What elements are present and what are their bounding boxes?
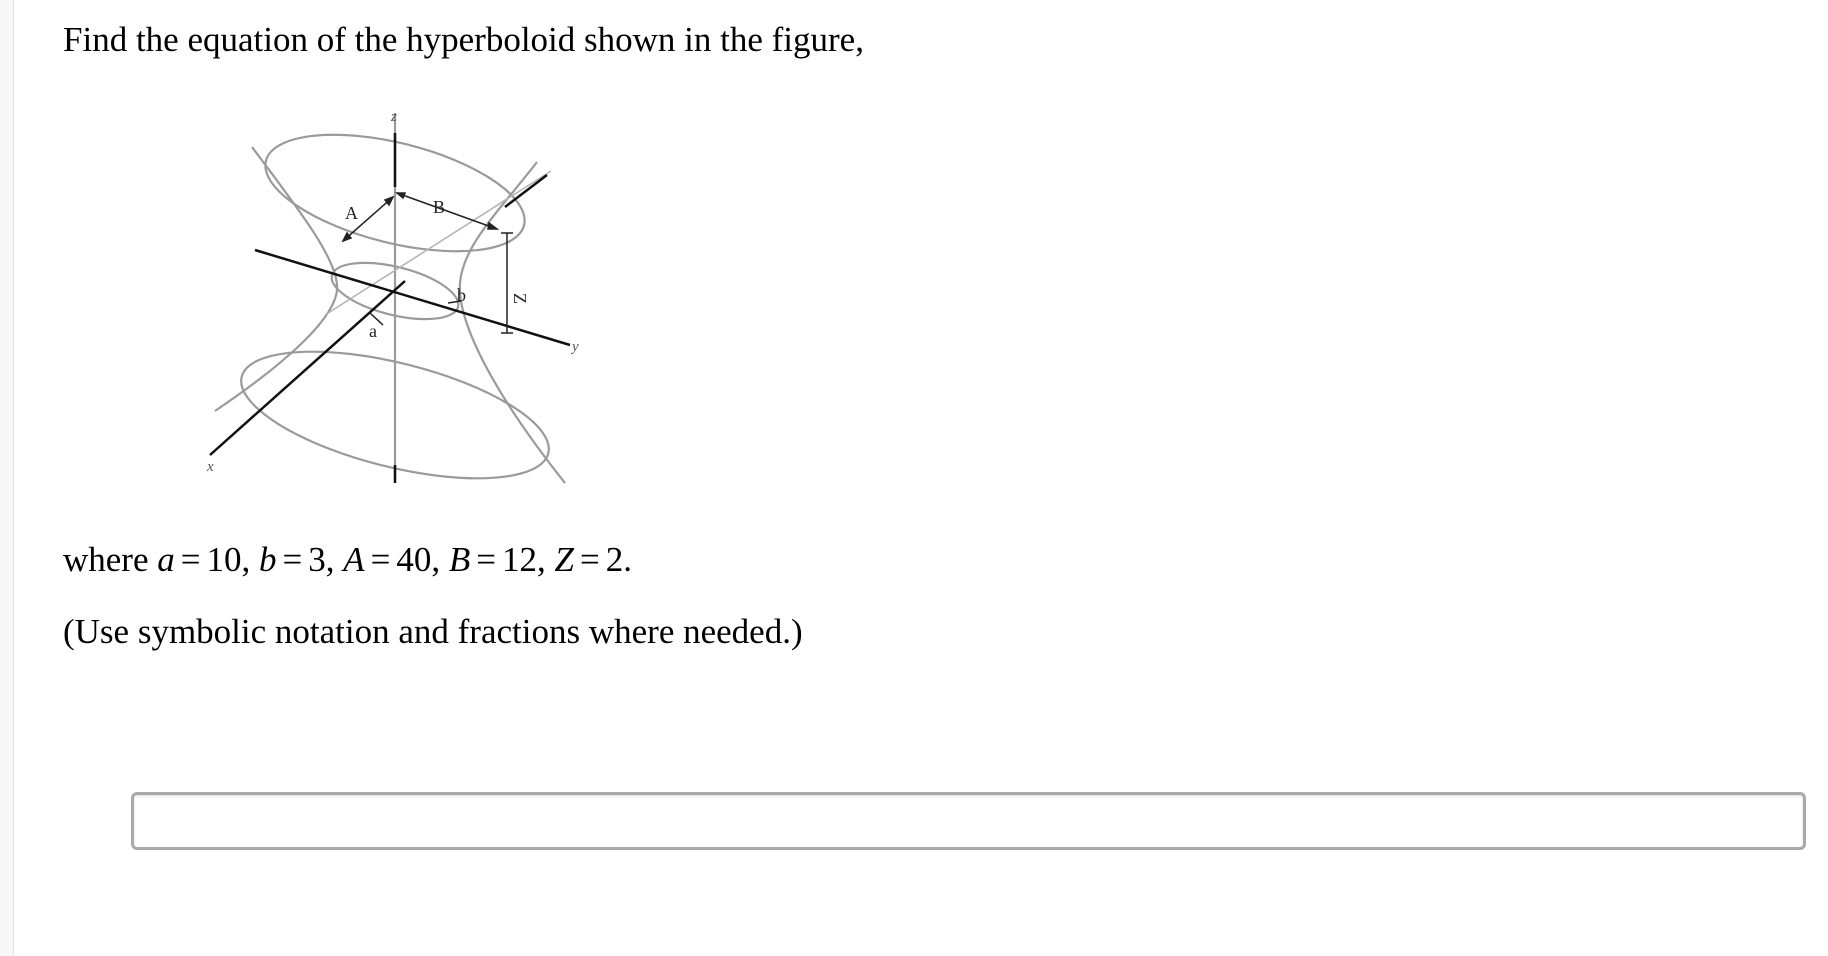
- val-b: 3: [308, 540, 326, 579]
- eq-Z: =: [580, 540, 600, 579]
- label-b: b: [457, 285, 466, 305]
- upper-diagonal-line: [505, 175, 547, 207]
- B-dimension-arrow: [397, 193, 497, 229]
- var-a: a: [157, 540, 175, 579]
- answer-input[interactable]: [131, 792, 1806, 850]
- hyperboloid-diagram-icon: [195, 105, 595, 487]
- label-x-axis: x: [207, 459, 214, 475]
- left-border: [0, 0, 14, 956]
- right-profile-curve: [460, 162, 565, 483]
- B-arrowhead-left: [397, 193, 405, 198]
- B-arrowhead-right: [488, 223, 497, 229]
- given-end: .: [623, 540, 633, 579]
- eq-a: =: [180, 540, 201, 579]
- given-values: [63, 538, 632, 582]
- var-A: A: [343, 540, 365, 579]
- val-Z: 2: [605, 540, 624, 579]
- var-b: b: [259, 540, 277, 579]
- comma-4: ,: [537, 540, 546, 579]
- var-Z: Z: [554, 540, 575, 579]
- hidden-ref: [395, 172, 531, 187]
- eq-b: =: [282, 540, 303, 579]
- eq-A: =: [370, 540, 391, 579]
- comma-1: ,: [241, 540, 251, 579]
- x-axis-line: [210, 281, 405, 455]
- comma-2: ,: [325, 540, 335, 579]
- label-A: A: [345, 203, 358, 223]
- given-prefix: where: [63, 540, 149, 579]
- label-a: a: [369, 321, 377, 341]
- label-y-axis: y: [572, 339, 579, 355]
- eq-B: =: [476, 540, 497, 579]
- var-B: B: [448, 540, 471, 579]
- question-prompt: Find the equation of the hyperboloid shown in the figure,: [63, 20, 864, 59]
- comma-3: ,: [431, 540, 441, 579]
- label-B: B: [433, 197, 446, 217]
- val-B: 12: [502, 540, 538, 579]
- notation-hint: (Use symbolic notation and fractions where needed.): [63, 612, 803, 651]
- val-a: 10: [206, 540, 242, 579]
- hyperboloid-figure: [195, 105, 595, 487]
- label-z-axis: z: [391, 109, 397, 125]
- label-Z: Z: [510, 293, 530, 304]
- val-A: 40: [396, 540, 432, 579]
